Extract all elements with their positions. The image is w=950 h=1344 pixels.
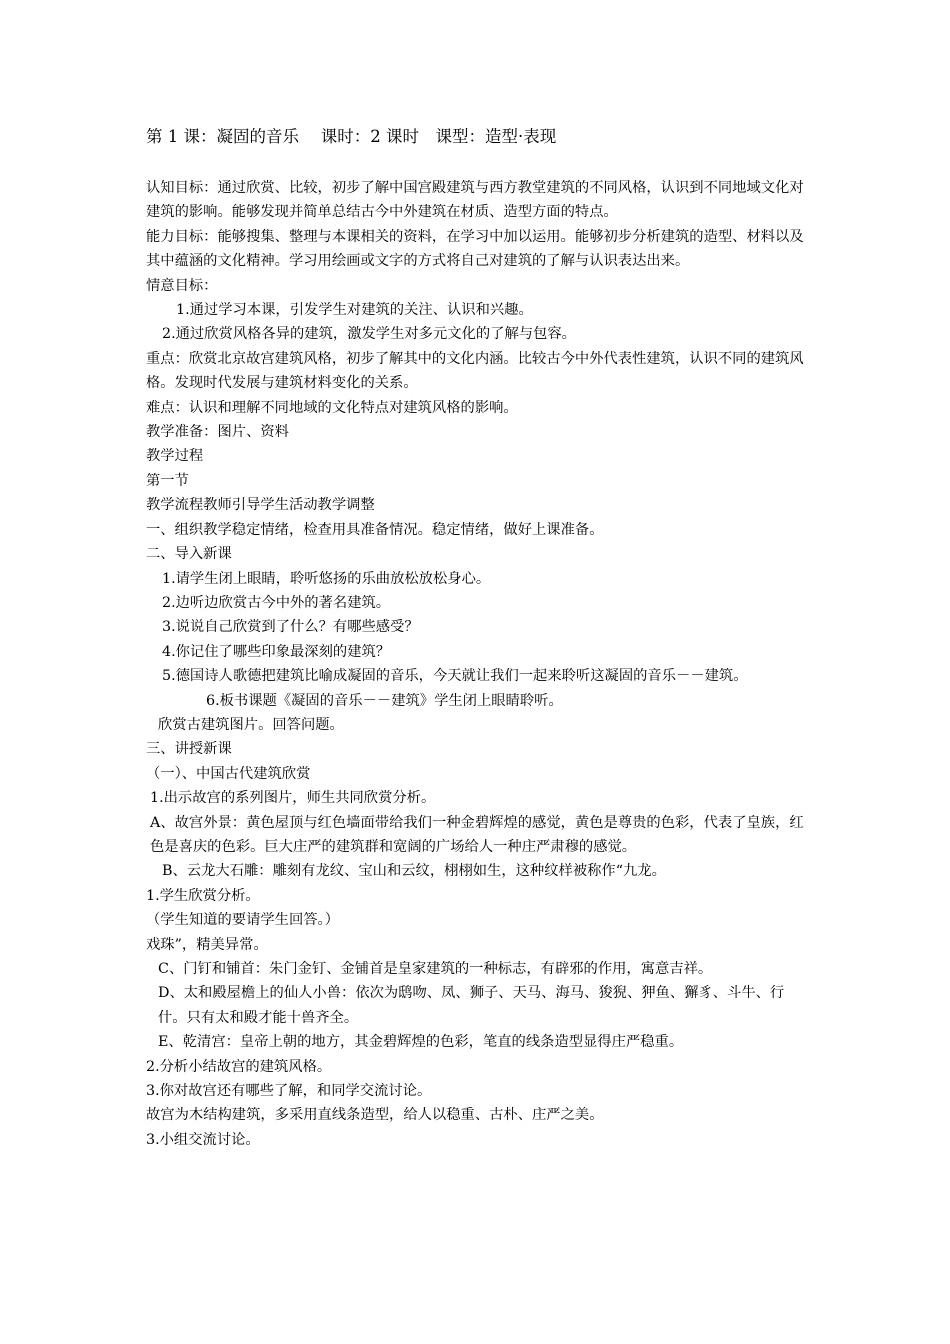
paragraph-cognitive-goal: 认知目标：通过欣赏、比较，初步了解中国宫殿建筑与西方教堂建筑的不同风格，认识到不同地域文化对建筑的影响。能够发现并简单总结古今中外建筑在材质、造型方面的特点。 (146, 180, 804, 221)
paragraph-discussion: 3.你对故宫还有哪些了解，和同学交流讨论。 (146, 1083, 432, 1100)
paragraph-affective-goal-heading: 情意目标： (146, 277, 218, 294)
paragraph-show-images: 1.出示故宫的系列图片，师生共同欣赏分析。 (150, 790, 436, 807)
paragraph-introduce-6: 6.板书课题《凝固的音乐－－建筑》学生闭上眼睛聆听。 (206, 692, 563, 709)
paragraph-table-header: 教学流程教师引导学生活动教学调整 (146, 497, 375, 514)
paragraph-section-one: 第一节 (146, 472, 189, 489)
paragraph-roof-beasts: D、太和殿屋檐上的仙人小兽：依次为鸱吻、凤、狮子、天马、海马、狻猊、狎鱼、獬豸、斗牛、行什。只有太和殿才能十兽齐全。 (158, 985, 785, 1026)
paragraph-introduce-5: 5.德国诗人歌德把建筑比喻成凝固的音乐，今天就让我们一起来聆听这凝固的音乐－－建筑。 (162, 668, 748, 685)
paragraph-stone-carving-end: 戏珠”，精美异常。 (146, 936, 268, 953)
paragraph-exterior: A、故宫外景：黄色屋顶与红色墙面带给我们一种金碧辉煌的感觉，黄色是尊贵的色彩，代表了皇族，红色是喜庆的色彩。巨大庄严的建筑群和宽阔的广场给人一种庄严肃穆的感觉。 (150, 814, 804, 855)
paragraph-wood-structure: 故宫为木结构建筑，多采用直线条造型，给人以稳重、古朴、庄严之美。 (146, 1107, 604, 1124)
paragraph-ability-goal: 能力目标：能够搜集、整理与本课相关的资料，在学习中加以运用。能够初步分析建筑的造型、材料以及其中蕴涵的文化精神。学习用绘画或文字的方式将自己对建筑的了解与认识表达出来。 (146, 228, 804, 270)
paragraph-step-introduce: 二、导入新课 (146, 546, 232, 563)
lesson-title: 第 1 课：凝固的音乐 课时：2 课时 课型：造型·表现 (146, 127, 557, 146)
paragraph-step-organize: 一、组织教学稳定情绪，检查用具准备情况。稳定情绪，做好上课准备。 (146, 521, 604, 538)
paragraph-introduce-1: 1.请学生闭上眼睛，聆听悠扬的乐曲放松放松身心。 (162, 570, 491, 587)
paragraph-student-analysis: 1.学生欣赏分析。 (146, 887, 260, 904)
paragraph-preparation: 教学准备：图片、资料 (146, 424, 289, 441)
paragraph-process-heading: 教学过程 (146, 448, 204, 465)
paragraph-qianqing-palace: E、乾清宫：皇帝上朝的地方，其金碧辉煌的色彩，笔直的线条造型显得庄严稳重。 (158, 1034, 684, 1051)
paragraph-affective-goal-1: 1.通过学习本课，引发学生对建筑的关注、认识和兴趣。 (176, 302, 533, 319)
paragraph-introduce-4: 4.你记住了哪些印象最深刻的建筑？ (162, 643, 391, 660)
paragraph-stone-carving: B、云龙大石雕：雕刻有龙纹、宝山和云纹，栩栩如生，这种纹样被称作“九龙。 (162, 863, 666, 880)
paragraph-chinese-architecture: （一）、中国古代建筑欣赏 (146, 765, 311, 782)
paragraph-affective-goal-2: 2.通过欣赏风格各异的建筑，激发学生对多元文化的了解与包容。 (162, 326, 576, 343)
paragraph-group-discussion: 3.小组交流讨论。 (146, 1131, 260, 1148)
paragraph-introduce-2: 2.边听边欣赏古今中外的著名建筑。 (162, 594, 391, 611)
paragraph-step-teach: 三、讲授新课 (146, 741, 232, 758)
paragraph-student-answer: （学生知道的要请学生回答。） (146, 912, 340, 929)
paragraph-door-nails: C、门钉和铺首：朱门金钉、金铺首是皇家建筑的一种标志，有辟邪的作用，寓意吉祥。 (158, 961, 713, 977)
paragraph-key-points: 重点：欣赏北京故宫建筑风格，初步了解其中的文化内涵。比较古今中外代表性建筑，认识不同的建筑风格。发现时代发展与建筑材料变化的关系。 (146, 350, 804, 392)
paragraph-introduce-3: 3.说说自己欣赏到了什么？有哪些感受？ (162, 619, 419, 636)
paragraph-summary: 2.分析小结故宫的建筑风格。 (146, 1058, 332, 1075)
document-body (146, 176, 808, 1152)
paragraph-appreciate-images: 欣赏古建筑图片。回答问题。 (158, 716, 344, 733)
paragraph-difficulties: 难点：认识和理解不同地域的文化特点对建筑风格的影响。 (146, 399, 518, 416)
